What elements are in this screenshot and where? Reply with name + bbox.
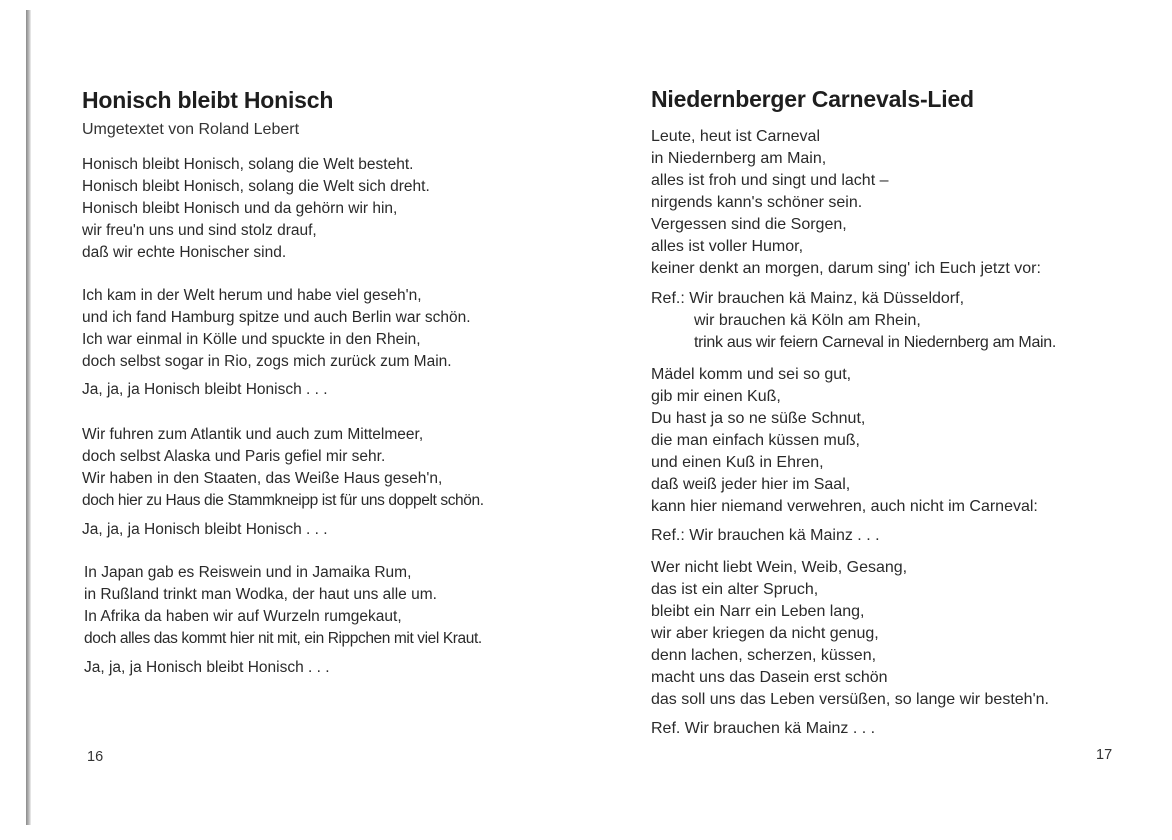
lyric-line: gib mir einen Kuß, xyxy=(651,388,781,405)
lyric-line: daß wir echte Honischer sind. xyxy=(82,244,287,261)
refrain xyxy=(651,288,1056,354)
verse-2 xyxy=(651,364,1038,518)
lyric-line: die man einfach küssen muß, xyxy=(651,432,860,449)
lyric-line: bleibt ein Narr ein Leben lang, xyxy=(651,603,865,620)
lyric-line: und ich fand Hamburg spitze und auch Berlin war schön. xyxy=(82,309,471,326)
lyric-line: Honisch bleibt Honisch und da gehörn wir hin, xyxy=(82,200,398,217)
lyric-line: keiner denkt an morgen, darum sing' ich Euch jetzt vor: xyxy=(651,260,1041,277)
verse-1 xyxy=(651,126,1041,280)
lyric-line: denn lachen, scherzen, küssen, xyxy=(651,647,877,664)
lyric-line: doch hier zu Haus die Stammkneipp ist für uns doppelt schön. xyxy=(82,492,484,509)
lyric-line: Wir haben in den Staaten, das Weiße Haus geseh'n, xyxy=(82,470,443,487)
lyric-line: doch selbst Alaska und Paris gefiel mir sehr. xyxy=(82,448,386,465)
verse-3 xyxy=(82,424,484,512)
lyric-line: wir brauchen kä Köln am Rhein, xyxy=(694,312,921,329)
book-spine-edge xyxy=(26,10,31,825)
verse-4 xyxy=(84,562,482,650)
song-title: Niedernberger Carnevals-Lied xyxy=(651,86,974,112)
lyric-line: in Rußland trinkt man Wodka, der haut uns alle um. xyxy=(84,586,437,603)
verse-3 xyxy=(651,557,1049,711)
lyric-line: trink aus wir feiern Carneval in Niedernberg am Main. xyxy=(694,334,1057,351)
lyric-line: wir freu'n uns und sind stolz drauf, xyxy=(82,222,317,239)
refrain xyxy=(651,525,880,547)
refrain xyxy=(651,718,875,740)
page-number: 17 xyxy=(1096,747,1113,763)
lyric-line: Mädel komm und sei so gut, xyxy=(651,366,852,383)
lyric-line: Ref.: Wir brauchen kä Mainz, kä Düsseldorf, xyxy=(651,290,965,307)
lyric-line: Ja, ja, ja Honisch bleibt Honisch . . . xyxy=(82,521,328,538)
lyric-line: das ist ein alter Spruch, xyxy=(651,581,819,598)
lyric-line: Wir fuhren zum Atlantik und auch zum Mittelmeer, xyxy=(82,426,424,443)
lyric-line: In Japan gab es Reiswein und in Jamaika Rum, xyxy=(84,564,412,581)
lyric-line: Ja, ja, ja Honisch bleibt Honisch . . . xyxy=(84,659,330,676)
lyric-line: doch alles das kommt hier nit mit, ein Rippchen mit viel Kraut. xyxy=(84,630,482,647)
lyric-line: alles ist froh und singt und lacht – xyxy=(651,172,889,189)
lyric-line: Vergessen sind die Sorgen, xyxy=(651,216,847,233)
lyric-line: Ja, ja, ja Honisch bleibt Honisch . . . xyxy=(82,381,328,398)
lyric-line: kann hier niemand verwehren, auch nicht im Carneval: xyxy=(651,498,1038,515)
lyric-line: Ref.: Wir brauchen kä Mainz . . . xyxy=(651,527,880,544)
lyric-line: Honisch bleibt Honisch, solang die Welt sich dreht. xyxy=(82,178,430,195)
lyric-line: Wer nicht liebt Wein, Weib, Gesang, xyxy=(651,559,908,576)
lyric-line: alles ist voller Humor, xyxy=(651,238,804,255)
verse-1 xyxy=(82,154,430,264)
refrain xyxy=(82,519,328,541)
page-number: 16 xyxy=(87,749,104,765)
song-title: Honisch bleibt Honisch xyxy=(82,87,334,113)
lyric-line: Ich war einmal in Kölle und spuckte in den Rhein, xyxy=(82,331,421,348)
lyric-line: das soll uns das Leben versüßen, so lange wir besteh'n. xyxy=(651,691,1049,708)
song-subtitle: Umgetextet von Roland Lebert xyxy=(82,121,300,138)
refrain xyxy=(84,657,330,679)
lyric-line: Ref. Wir brauchen kä Mainz . . . xyxy=(651,720,876,737)
lyric-line: Du hast ja so ne süße Schnut, xyxy=(651,410,866,427)
lyric-line: doch selbst sogar in Rio, zogs mich zurück zum Main. xyxy=(82,353,452,370)
lyric-line: und einen Kuß in Ehren, xyxy=(651,454,824,471)
verse-2 xyxy=(82,285,471,373)
refrain xyxy=(82,379,328,401)
lyric-line: in Niedernberg am Main, xyxy=(651,150,827,167)
lyric-line: nirgends kann's schöner sein. xyxy=(651,194,863,211)
lyric-line: daß weiß jeder hier im Saal, xyxy=(651,476,851,493)
lyric-line: Ich kam in der Welt herum und habe viel geseh'n, xyxy=(82,287,422,304)
lyric-line: Leute, heut ist Carneval xyxy=(651,128,820,145)
lyric-line: macht uns das Dasein erst schön xyxy=(651,669,888,686)
lyric-line: In Afrika da haben wir auf Wurzeln rumgekaut, xyxy=(84,608,402,625)
lyric-line: wir aber kriegen da nicht genug, xyxy=(651,625,879,642)
lyric-line: Honisch bleibt Honisch, solang die Welt besteht. xyxy=(82,156,414,173)
